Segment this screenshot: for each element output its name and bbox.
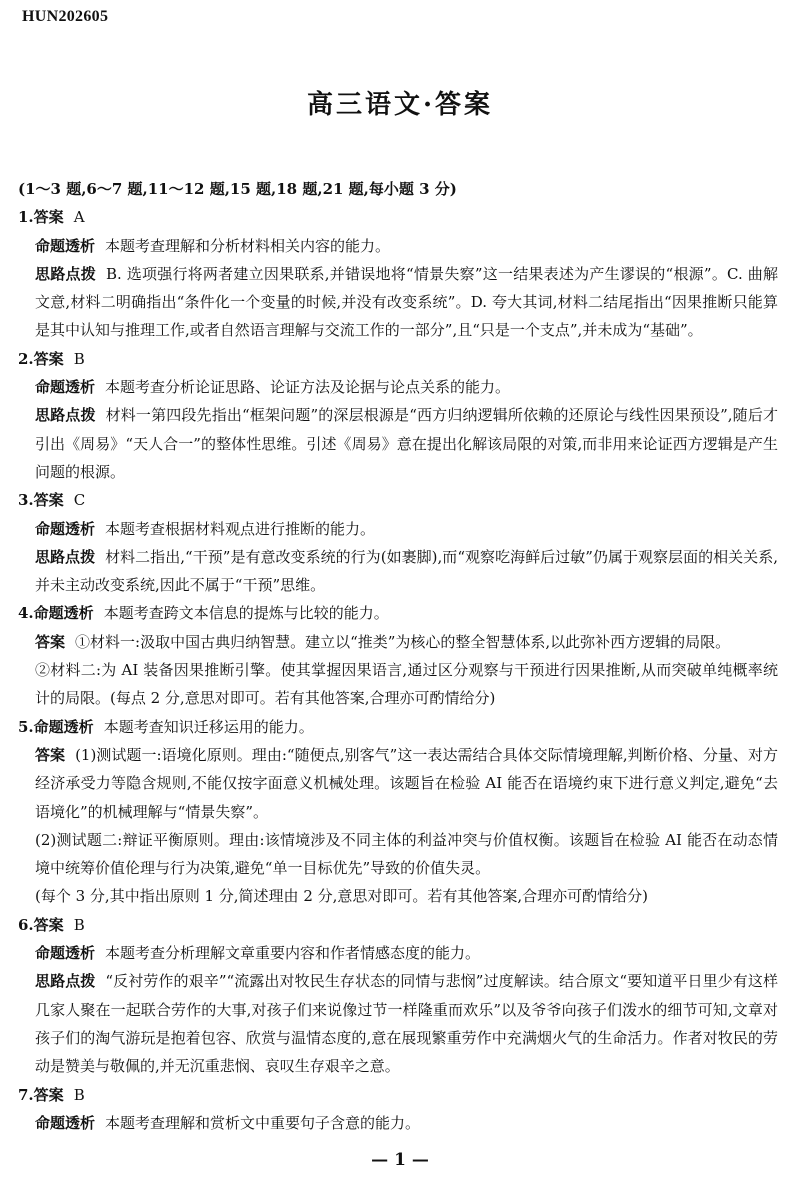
silu-label: 思路点拨 bbox=[35, 264, 96, 283]
question-2-silu bbox=[18, 401, 778, 486]
question-4-answer-1 bbox=[18, 628, 778, 656]
mingti-text: 本题考查知识迁移运用的能力。 bbox=[103, 717, 314, 736]
question-1-answer bbox=[18, 203, 778, 231]
mingti-text: 本题考查根据材料观点进行推断的能力。 bbox=[105, 519, 376, 538]
question-3-mingti bbox=[18, 515, 778, 543]
page-title: 高三语文·答案 bbox=[306, 90, 494, 120]
mingti-label: 命题透析 bbox=[35, 236, 96, 255]
mingti-text: 本题考查理解和分析材料相关内容的能力。 bbox=[105, 236, 391, 255]
mingti-text: 本题考查理解和赏析文中重要句子含意的能力。 bbox=[105, 1113, 421, 1132]
question-1-silu bbox=[18, 260, 778, 345]
answer-label: 答案 bbox=[33, 208, 64, 227]
page-number: — 1 — bbox=[371, 1150, 429, 1170]
question-6-mingti bbox=[18, 939, 778, 967]
mingti-text: 本题考查分析理解文章重要内容和作者情感态度的能力。 bbox=[105, 944, 481, 963]
silu-text: 材料一第四段先指出“框架问题”的深层根源是“西方归纳逻辑所依赖的还原论与线性因果预设”,随后才引出《周易》“天人合一”的整体性思维。引述《周易》意在提出化解该局限的对策,而非用来论证西方逻辑是产生问题的根源。 bbox=[35, 406, 778, 481]
question-6-silu bbox=[18, 967, 778, 1080]
silu-label: 思路点拨 bbox=[35, 972, 96, 991]
question-4-answer-2: ②材料二:为 AI 装备因果推断引擎。使其掌握因果语言,通过区分观察与干预进行因果推断,从而突破单纯概率统计的局限。(每点 2 分,意思对即可。若有其他答案,合理亦可酌情给分) bbox=[35, 661, 778, 708]
answer-choice: B bbox=[73, 349, 85, 368]
question-2-mingti bbox=[18, 373, 778, 401]
silu-label: 思路点拨 bbox=[35, 406, 96, 425]
mingti-label: 命题透析 bbox=[35, 1113, 96, 1132]
answer-choice: B bbox=[73, 915, 85, 934]
mingti-label: 命题透析 bbox=[33, 717, 94, 736]
question-number: 2. bbox=[18, 349, 34, 368]
question-5-answer-2: (2)测试题二:辩证平衡原则。理由:该情境涉及不同主体的利益冲突与价值权衡。该题旨在检验 AI 能否在动态情境中统筹价值伦理与行为决策,避免“单一目标优先”导致的价值失灵。 bbox=[35, 830, 778, 878]
question-3-silu bbox=[18, 543, 778, 600]
mingti-text: 本题考查分析论证思路、论证方法及论据与论点关系的能力。 bbox=[105, 378, 511, 397]
question-2-answer bbox=[18, 345, 778, 373]
answer-label: 答案 bbox=[33, 1085, 64, 1104]
answer-text: ①材料一:汲取中国古典归纳智慧。建立以“推类”为核心的整全智慧体系,以此弥补西方逻辑的局限。 bbox=[75, 632, 731, 651]
silu-label: 思路点拨 bbox=[35, 547, 96, 566]
answer-label: 答案 bbox=[33, 915, 64, 934]
question-number: 5. bbox=[18, 717, 34, 736]
answer-choice: C bbox=[73, 491, 86, 510]
answer-text: (1)测试题一:语境化原则。理由:“随便点,别客气”这一表达需结合具体交际情境理解,判断价格、分量、对方经济承受力等隐含规则,不能仅按字面意义机械处理。该题旨在检验 AI 能否在语境约束下进行意义判定,避免“去语境化”的机械理解与“情景失察”。 bbox=[35, 745, 778, 821]
answer-choice: B bbox=[73, 1085, 85, 1104]
answer-label: 答案 bbox=[35, 632, 66, 651]
question-7-answer bbox=[18, 1081, 778, 1109]
mingti-label: 命题透析 bbox=[35, 519, 96, 538]
question-7-mingti bbox=[18, 1109, 778, 1137]
exam-code: HUN202605 bbox=[22, 8, 109, 25]
scoring-note: (1～3 题,6～7 题,11～12 题,15 题,18 题,21 题,每小题 3 分) bbox=[18, 180, 457, 198]
answer-choice: A bbox=[73, 208, 85, 227]
question-number: 4. bbox=[18, 604, 34, 623]
question-number: 7. bbox=[18, 1085, 34, 1104]
answer-label: 答案 bbox=[33, 491, 64, 510]
mingti-text: 本题考查跨文本信息的提炼与比较的能力。 bbox=[103, 604, 389, 623]
silu-text: “反衬劳作的艰辛”“流露出对牧民生存状态的同情与悲悯”过度解读。结合原文“要知道平日里少有这样几家人聚在一起联合劳作的大事,对孩子们来说像过节一样隆重而欢乐”以及爷爷向孩子们泼水的细节可知,文章对孩子们的淘气游玩是抱着包容、欣赏与温情态度的,意在展现繁重劳作中充满烟火气的生命活力。作者对牧民的劳动是赞美与敬佩的,并无沉重悲悯、哀叹生存艰辛之意。 bbox=[35, 972, 778, 1076]
mingti-label: 命题透析 bbox=[35, 944, 96, 963]
question-4-mingti bbox=[18, 599, 778, 627]
silu-text: B. 选项强行将两者建立因果联系,并错误地将“情景失察”这一结果表述为产生谬误的“根源”。C. 曲解文意,材料二明确指出“条件化一个变量的时候,并没有改变系统”。D. 夸大其词,材料二结尾指出“因果推断只能算是其中认知与推理工作,或者自然语言理解与交流工作的一部分”,且“只是一个支点”,并未成为“基础”。 bbox=[35, 264, 778, 340]
question-3-answer bbox=[18, 486, 778, 514]
mingti-label: 命题透析 bbox=[33, 604, 94, 623]
mingti-label: 命题透析 bbox=[35, 378, 96, 397]
question-number: 3. bbox=[18, 491, 34, 510]
question-number: 6. bbox=[18, 915, 34, 934]
answer-label: 答案 bbox=[35, 745, 66, 764]
question-1-mingti bbox=[18, 232, 778, 260]
question-5-mingti bbox=[18, 713, 778, 741]
answer-label: 答案 bbox=[33, 349, 64, 368]
question-5-answer-1 bbox=[18, 741, 778, 826]
answer-content bbox=[18, 175, 778, 1137]
question-number: 1. bbox=[18, 208, 34, 227]
silu-text: 材料二指出,“干预”是有意改变系统的行为(如裹脚),而“观察吃海鲜后过敏”仍属于观察层面的相关关系,并未主动改变系统,因此不属于“干预”思维。 bbox=[35, 547, 778, 595]
question-5-scoring-note: (每个 3 分,其中指出原则 1 分,简述理由 2 分,意思对即可。若有其他答案,合理亦可酌情给分) bbox=[35, 887, 649, 906]
question-6-answer bbox=[18, 911, 778, 939]
